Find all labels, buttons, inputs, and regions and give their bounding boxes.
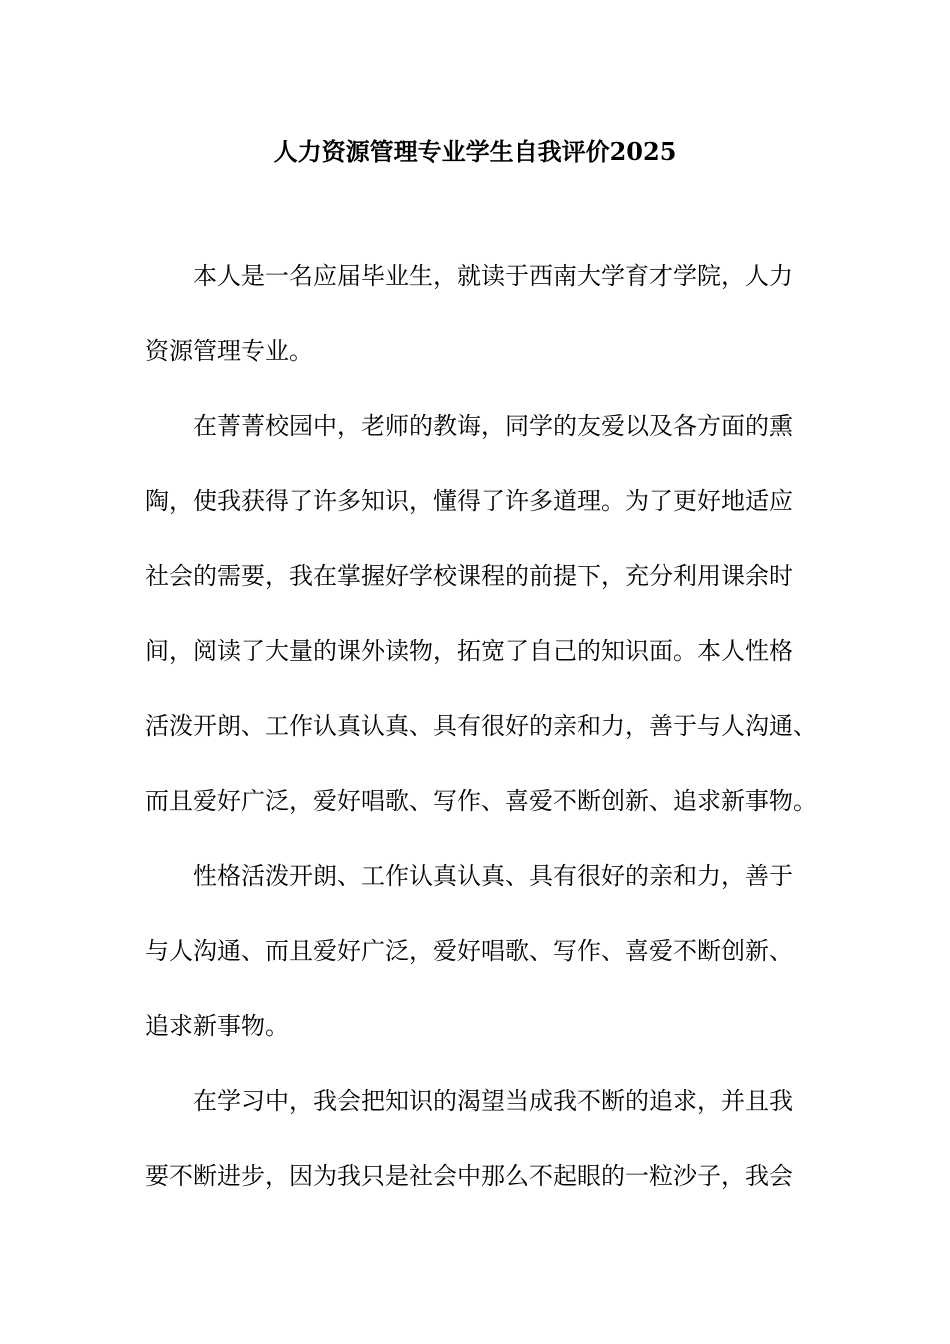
paragraph-2-line-4: 间，阅读了大量的课外读物，拓宽了自己的知识面。本人性格 xyxy=(145,637,793,665)
paragraph-2-line-6: 而且爱好广泛，爱好唱歌、写作、喜爱不断创新、追求新事物。 xyxy=(145,787,817,815)
paragraph-2-line-2: 陶，使我获得了许多知识，懂得了许多道理。为了更好地适应 xyxy=(145,487,793,515)
paragraph-2-line-5: 活泼开朗、工作认真认真、具有很好的亲和力，善于与人沟通、 xyxy=(145,712,817,740)
paragraph-2-line-3: 社会的需要，我在掌握好学校课程的前提下，充分利用课余时 xyxy=(145,562,793,590)
document-title: 人力资源管理专业学生自我评价2025 xyxy=(273,137,677,166)
paragraph-3-line-2: 与人沟通、而且爱好广泛，爱好唱歌、写作、喜爱不断创新、 xyxy=(145,937,793,965)
paragraph-1-line-2: 资源管理专业。 xyxy=(145,337,313,365)
paragraph-1-line-1: 本人是一名应届毕业生，就读于西南大学育才学院，人力 xyxy=(193,262,793,290)
paragraph-4-line-2: 要不断进步，因为我只是社会中那么不起眼的一粒沙子，我会 xyxy=(145,1162,793,1190)
paragraph-4-line-1: 在学习中，我会把知识的渴望当成我不断的追求，并且我 xyxy=(193,1087,793,1115)
paragraph-3-line-3: 追求新事物。 xyxy=(145,1012,289,1040)
paragraph-3-line-1: 性格活泼开朗、工作认真认真、具有很好的亲和力，善于 xyxy=(193,862,793,890)
paragraph-2-line-1: 在菁菁校园中，老师的教诲，同学的友爱以及各方面的熏 xyxy=(193,412,793,440)
